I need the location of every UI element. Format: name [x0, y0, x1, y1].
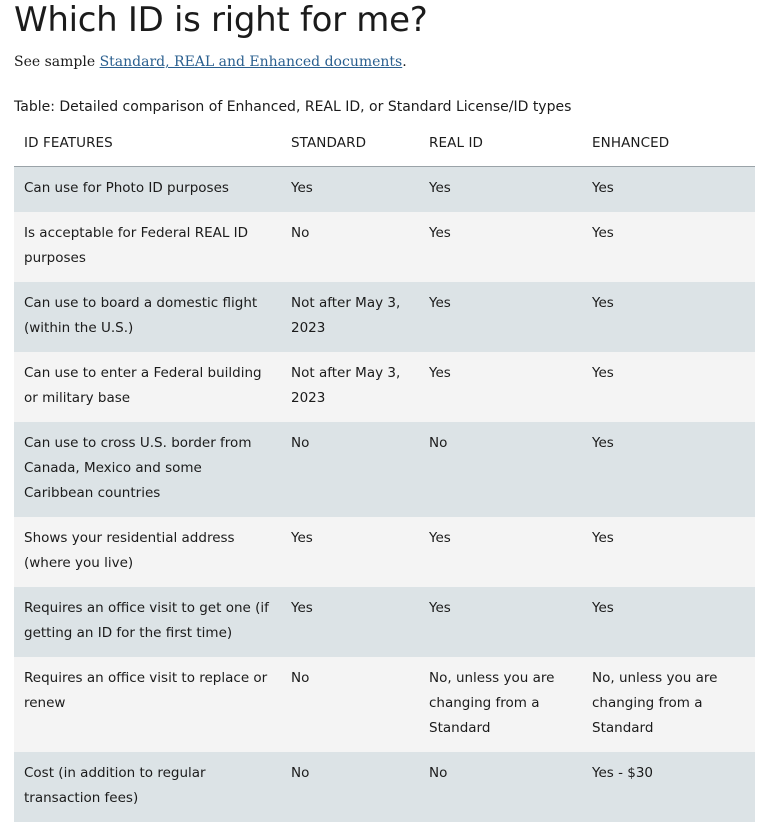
feature-cell: Requires an office visit to replace or renew	[14, 657, 281, 752]
enhanced-cell: No, unless you are changing from a Standard	[582, 657, 755, 752]
real-id-cell: Yes	[419, 587, 582, 657]
table-row	[14, 517, 755, 587]
standard-cell: No	[281, 212, 419, 282]
real-id-cell: Yes	[419, 282, 582, 352]
table-row	[14, 752, 755, 822]
table-row	[14, 167, 755, 213]
table-header-row	[14, 120, 755, 167]
enhanced-cell: Yes	[582, 212, 755, 282]
enhanced-cell: Yes	[582, 167, 755, 213]
real-id-cell: No	[419, 422, 582, 517]
standard-cell: Yes	[281, 167, 419, 213]
sample-documents-link[interactable]: Standard, REAL and Enhanced documents	[99, 54, 403, 70]
header-id-features: ID FEATURES	[14, 120, 281, 167]
feature-cell: Can use to board a domestic flight (within the U.S.)	[14, 282, 281, 352]
table-caption: Table: Detailed comparison of Enhanced, REAL ID, or Standard License/ID types	[14, 99, 572, 115]
enhanced-cell: Yes	[582, 352, 755, 422]
sample-prefix: See sample	[14, 54, 100, 70]
feature-cell: Can use to enter a Federal building or military base	[14, 352, 281, 422]
id-comparison-table	[14, 120, 755, 822]
standard-cell: No	[281, 422, 419, 517]
real-id-cell: Yes	[419, 167, 582, 213]
page-title: Which ID is right for me?	[14, 0, 428, 40]
table-row	[14, 587, 755, 657]
real-id-cell: Yes	[419, 517, 582, 587]
standard-cell: Yes	[281, 517, 419, 587]
enhanced-cell: Yes	[582, 282, 755, 352]
feature-cell: Shows your residential address (where you live)	[14, 517, 281, 587]
feature-cell: Can use to cross U.S. border from Canada, Mexico and some Caribbean countries	[14, 422, 281, 517]
enhanced-cell: Yes	[582, 422, 755, 517]
feature-cell: Cost (in addition to regular transaction fees)	[14, 752, 281, 822]
real-id-cell: No	[419, 752, 582, 822]
enhanced-cell: Yes - $30	[582, 752, 755, 822]
feature-cell: Can use for Photo ID purposes	[14, 167, 281, 213]
standard-cell: Not after May 3, 2023	[281, 282, 419, 352]
feature-cell: Is acceptable for Federal REAL ID purposes	[14, 212, 281, 282]
table-row	[14, 282, 755, 352]
standard-cell: No	[281, 752, 419, 822]
header-enhanced: ENHANCED	[582, 120, 755, 167]
sample-suffix: .	[402, 54, 407, 70]
table-row	[14, 422, 755, 517]
real-id-cell: Yes	[419, 212, 582, 282]
real-id-cell: No, unless you are changing from a Standard	[419, 657, 582, 752]
enhanced-cell: Yes	[582, 587, 755, 657]
standard-cell: Not after May 3, 2023	[281, 352, 419, 422]
header-real-id: REAL ID	[419, 120, 582, 167]
table-row	[14, 657, 755, 752]
real-id-cell: Yes	[419, 352, 582, 422]
enhanced-cell: Yes	[582, 517, 755, 587]
table-row	[14, 352, 755, 422]
table-row	[14, 212, 755, 282]
feature-cell: Requires an office visit to get one (if getting an ID for the first time)	[14, 587, 281, 657]
standard-cell: No	[281, 657, 419, 752]
sample-documents-line	[14, 52, 407, 72]
standard-cell: Yes	[281, 587, 419, 657]
header-standard: STANDARD	[281, 120, 419, 167]
